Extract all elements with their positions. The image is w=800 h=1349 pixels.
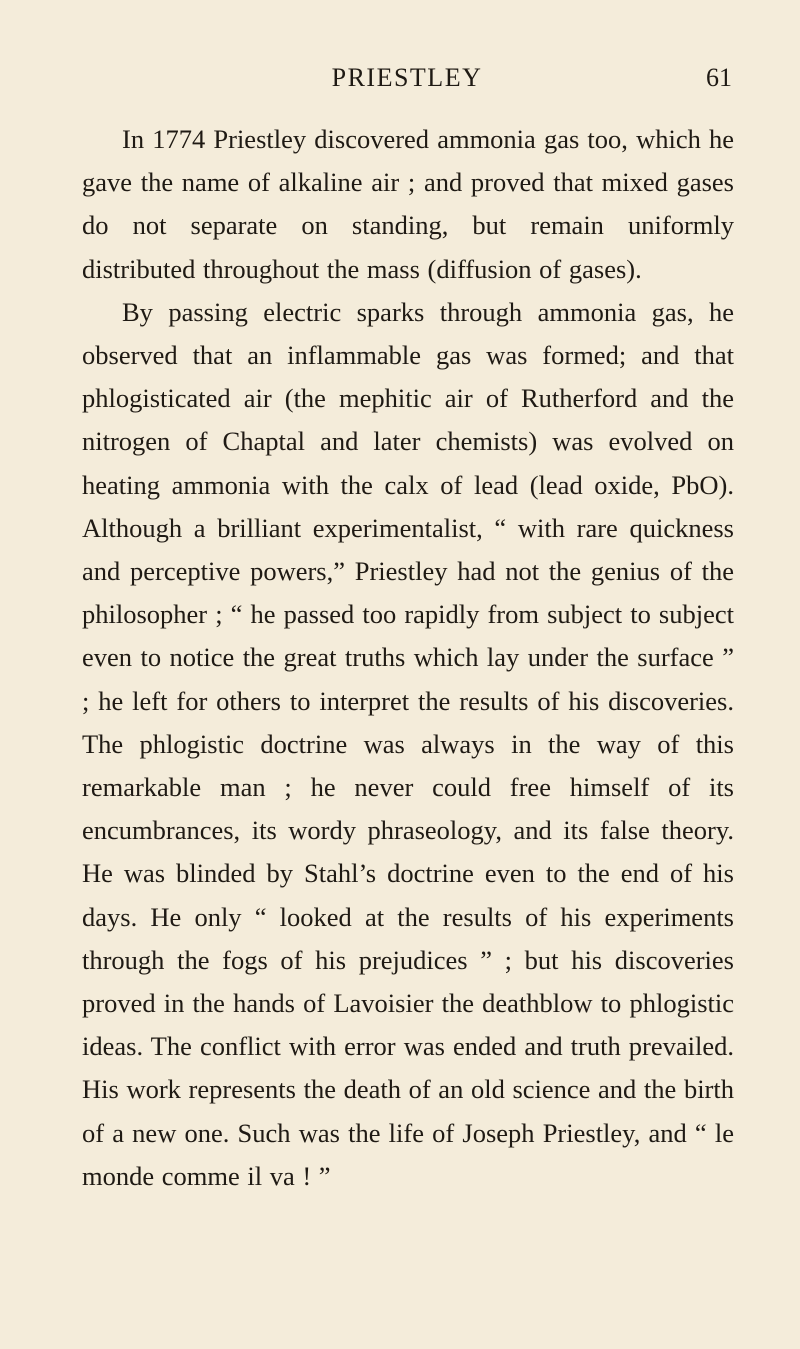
paragraph-electric-sparks: By passing electric sparks through ammonia gas, he observed that an inflammable gas was formed; and that phlogisticated air (the mephitic air of Rutherford and the nitrogen of Chaptal and later chemists) was evolved on heating ammonia with the calx of lead (lead oxide, PbO). Although a brilliant experimentalist, “ with rare quickness and perceptive powers,” Priestley had not the genius of the philosopher ; “ he passed too rapidly from subject to subject even to notice the great truths which lay under the surface ” ; he left for others to interpret the results of his discoveries. The phlogistic doctrine was always in the way of this remarkable man ; he never could free himself of its encumbrances, its wordy phraseology, and its false theory. He was blinded by Stahl’s doctrine even to the end of his days. He only “ looked at the results of his experiments through the fogs of his prejudices ” ; but his discoveries proved in the hands of Lavoisier the deathblow to phlogistic ideas. The conflict with error was ended and truth prevailed. His work represents the death of an old science and the birth of a new one. Such was the life of Joseph Priestley, and “ le monde comme il va ! ”: [82, 296, 734, 1191]
running-title: PRIESTLEY: [331, 63, 483, 92]
page-number: 61: [706, 63, 732, 92]
paragraph-ammonia: In 1774 Priestley discovered ammonia gas too, which he gave the name of alkaline air ; and proved that mixed gases do not separate on standing, but remain uniformly distributed throughout the mass (diffusion of gases).: [82, 124, 734, 284]
body-text: [82, 118, 734, 1198]
running-head: [82, 58, 732, 98]
